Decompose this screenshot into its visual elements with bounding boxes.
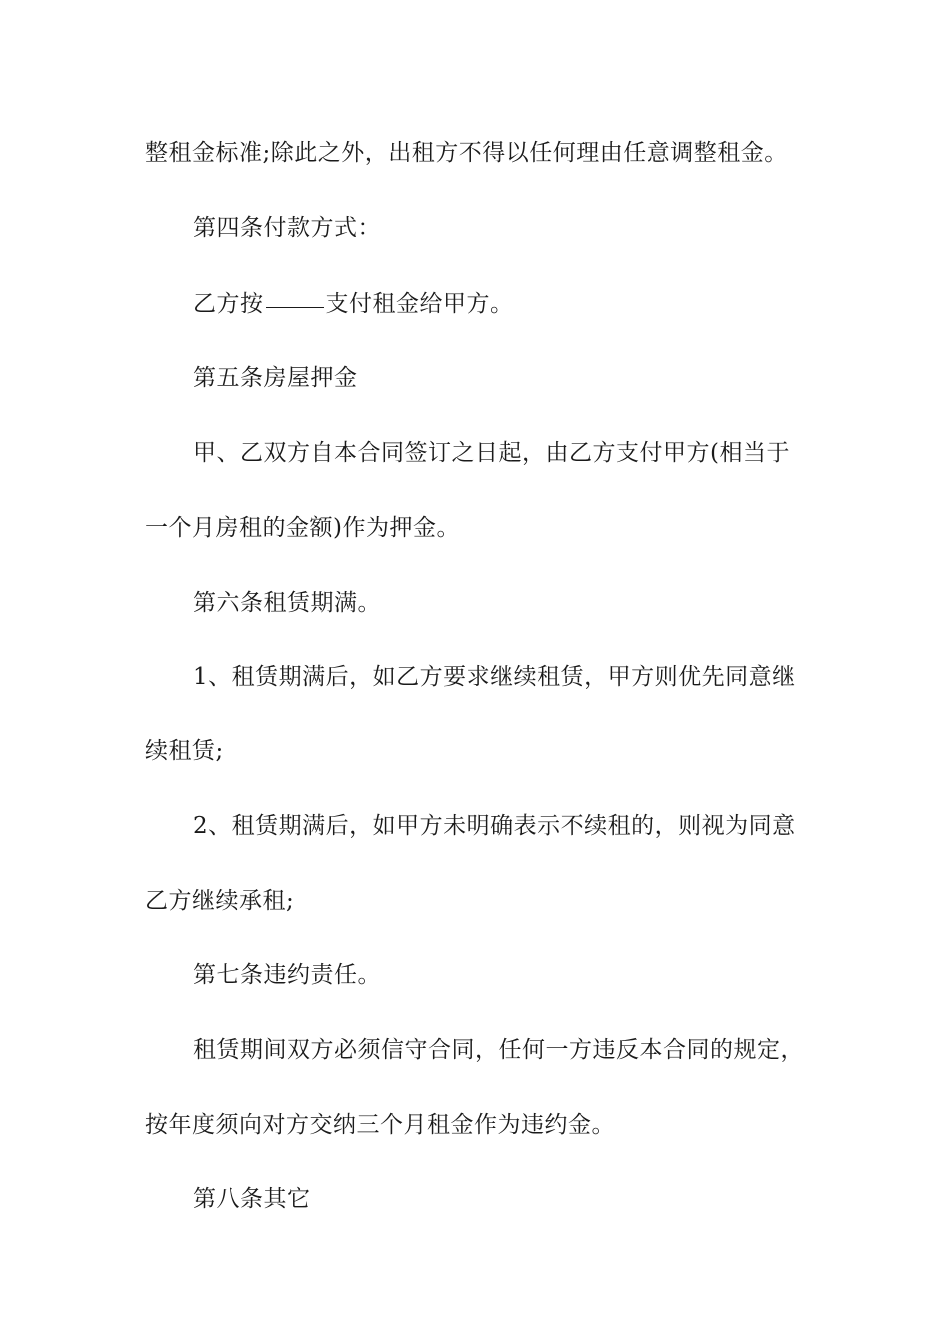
paragraph-line: 续租赁; (145, 738, 224, 764)
article-heading: 第五条房屋押金 (193, 365, 358, 391)
article-heading: 第四条付款方式： (193, 215, 381, 241)
paragraph-line: 1、租赁期满后，如乙方要求继续租赁，甲方则优先同意继 (193, 664, 796, 690)
article-heading: 第六条租赁期满。 (193, 590, 381, 616)
paragraph-line: 2、租赁期满后，如甲方未明确表示不续租的，则视为同意 (193, 813, 796, 839)
paragraph-text: 乙方按 (193, 291, 264, 317)
paragraph-line (193, 285, 833, 321)
article-heading: 第七条违约责任。 (193, 962, 381, 988)
fill-in-blank (266, 285, 324, 308)
paragraph-line: 乙方继续承租; (145, 888, 295, 914)
paragraph-text: 支付租金给甲方。 (325, 291, 514, 317)
article-heading: 第八条其它 (193, 1186, 311, 1212)
paragraph-line: 按年度须向对方交纳三个月租金作为违约金。 (145, 1112, 615, 1138)
paragraph-line: 整租金标准;除此之外，出租方不得以任何理由任意调整租金。 (145, 140, 788, 166)
paragraph-line: 甲、乙双方自本合同签订之日起，由乙方支付甲方(相当于 (193, 440, 790, 466)
paragraph-line: 一个月房租的金额)作为押金。 (145, 515, 460, 541)
paragraph-line: 租赁期间双方必须信守合同，任何一方违反本合同的规定， (193, 1037, 804, 1063)
